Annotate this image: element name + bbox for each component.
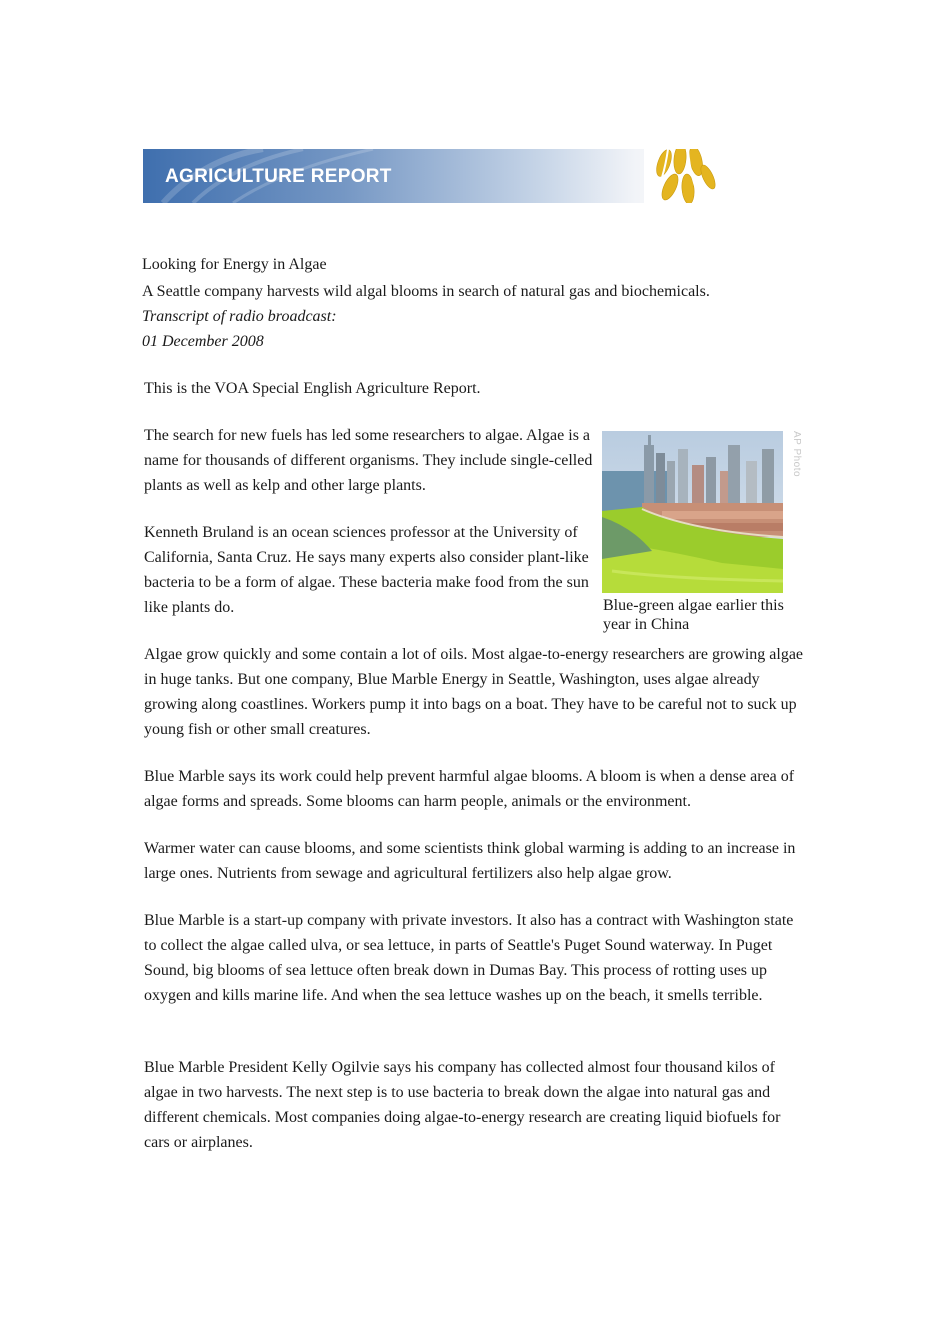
paragraph-algae-definition: The search for new fuels has led some researchers to algae. Algae is a name for thousands of different organisms. They include single-celled plants as well as kelp and other large plants. [144, 427, 593, 494]
paragraph-bruland: Kenneth Bruland is an ocean sciences professor at the University of California, Santa Cruz. He says many experts also consider plant-like bacteria to be a form of algae. These bacteria make food from the sun like plants do. [144, 524, 589, 616]
agriculture-report-banner [143, 149, 716, 203]
article-subtitle: A Seattle company harvests wild algal blooms in search of natural gas and biochemicals. [142, 283, 710, 300]
photo-caption: Blue-green algae earlier this year in China [603, 597, 784, 633]
paragraph-harmful-blooms: Blue Marble says its work could help prevent harmful algae blooms. A bloom is when a dense area of algae forms and spreads. Some blooms can harm people, animals or the environment. [144, 768, 795, 810]
paragraph-intro: This is the VOA Special English Agriculture Report. [144, 380, 481, 397]
paragraph-ogilvie: Blue Marble President Kelly Ogilvie says his company has collected almost four thousand kilos of algae in two harvests. The next step is to use bacteria to break down the algae into natural gas and different chemicals. Most companies doing algae-to-energy research are creating liquid biofuels for cars or airplanes. [144, 1059, 781, 1151]
banner-title: AGRICULTURE REPORT [165, 166, 392, 187]
article-date: 01 December 2008 [142, 333, 264, 350]
wheat-icon [644, 149, 716, 203]
paragraph-warmer-water: Warmer water can cause blooms, and some scientists think global warming is adding to an increase in large ones. Nutrients from sewage and agricultural fertilizers also help algae grow. [144, 840, 796, 882]
algae-photo [602, 431, 783, 593]
paragraph-blue-marble-energy: Algae grow quickly and some contain a lot of oils. Most algae-to-energy researchers are growing algae in huge tanks. But one company, Blue Marble Energy in Seattle, Washington, uses algae already growing along coastlines. Workers pump it into bags on a boat. They have to be careful not to suck up young fish or other small creatures. [144, 646, 804, 738]
article-title: Looking for Energy in Algae [142, 256, 327, 273]
paragraph-start-up-company: Blue Marble is a start-up company with private investors. It also has a contract with Washington state to collect the algae called ulva, or sea lettuce, in parts of Seattle's Puget Sound waterway. In Puget Sound, big blooms of sea lettuce often break down in Dumas Bay. This process of rotting uses up oxygen and kills marine life. And when the sea lettuce washes up on the beach, it smells terrible. [144, 912, 794, 1004]
photo-credit: AP Photo [791, 431, 802, 478]
article-header [142, 252, 822, 354]
transcript-label: Transcript of radio broadcast: [142, 308, 337, 325]
